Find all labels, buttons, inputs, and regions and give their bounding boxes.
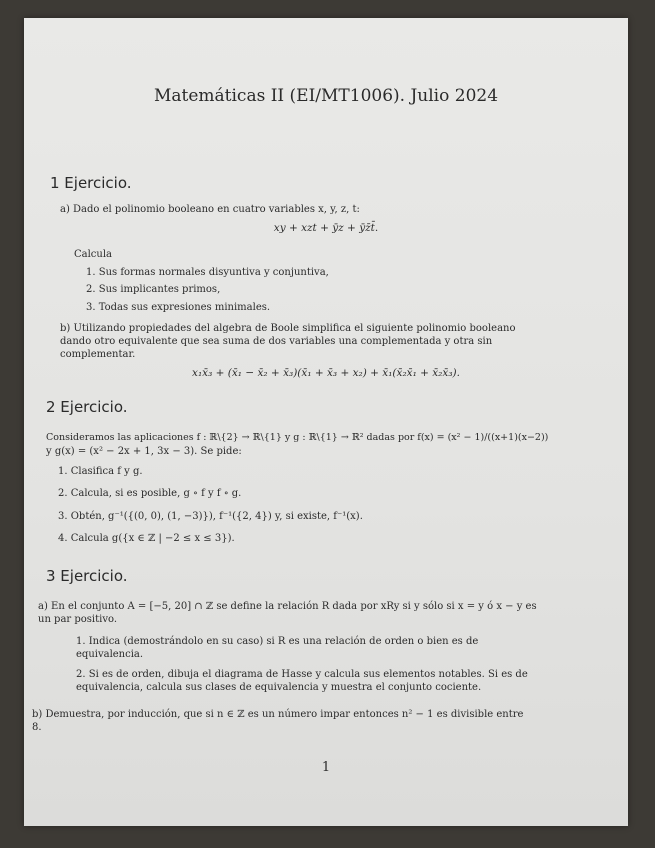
- s2-item-4: 4. Calcula g({x ∈ ℤ | −2 ≤ x ≤ 3}).: [58, 533, 235, 544]
- s1-item-2: 2. Sus implicantes primos,: [86, 284, 221, 295]
- s1-a-intro: a) Dado el polinomio booleano en cuatro variables x, y, z, t:: [60, 204, 360, 215]
- s1-calcula: Calcula: [74, 249, 113, 260]
- section-1-heading: 1 Ejercicio.: [50, 174, 132, 192]
- s3-item-2: 2. Si es de orden, dibuja el diagrama de Hasse y calcula sus elementos notables. Si es de equivalencia, calcula sus clases de equivalencia y muestra el conjunto cociente.: [76, 669, 528, 693]
- s1-item-3: 3. Todas sus expresiones minimales.: [86, 302, 271, 313]
- s1-item-1: 1. Sus formas normales disyuntiva y conjuntiva,: [86, 267, 329, 278]
- section-2-heading: 2 Ejercicio.: [46, 398, 128, 416]
- page-number: 1: [321, 760, 331, 775]
- s1-b-text: b) Utilizando propiedades del algebra de Boole simplifica el siguiente polinomio booleano dando otro equivalente que sea suma de dos variables una complementada y otra sin complementar.: [60, 323, 516, 360]
- s2-item-2: 2. Calcula, si es posible, g ∘ f y f ∘ g.: [58, 488, 242, 499]
- s1-b-formula: x₁x̄₃ + (x̄₁ − x̄₂ + x̄₃)(x̄₁ + x̄₃ + x₂) + x̄₁(x̄₂x̄₁ + x̄₂x̄₃).: [192, 367, 460, 379]
- s2-intro-2: y g(x) = (x² − 2x + 1, 3x − 3). Se pide:: [46, 446, 242, 457]
- s3-item-1: 1. Indica (demostrándolo en su caso) si R es una relación de orden o bien es de equivalencia.: [76, 636, 479, 660]
- s3-b-text: b) Demuestra, por inducción, que si n ∈ ℤ es un número impar entonces n² − 1 es divisible entre 8.: [32, 709, 524, 733]
- s2-item-1: 1. Clasifica f y g.: [58, 466, 143, 477]
- s3-a-text: a) En el conjunto A = [−5, 20] ∩ ℤ se define la relación R dada por xRy si y sólo si x = y ó x − y es un par positivo.: [38, 601, 537, 625]
- s2-item-3: 3. Obtén, g⁻¹({(0, 0), (1, −3)}), f⁻¹({2, 4}) y, si existe, f⁻¹(x).: [58, 511, 363, 522]
- exam-page: [24, 18, 628, 826]
- s1-a-formula: xy + xzt + ȳz + ȳz̄t̄.: [273, 222, 379, 234]
- page-title: Matemáticas II (EI/MT1006). Julio 2024: [153, 86, 499, 106]
- s2-intro-1: Consideramos las aplicaciones f : ℝ\{2} → ℝ\{1} y g : ℝ\{1} → ℝ² dadas por f(x) = (x² − 1)/((x+1)(x−2)): [46, 432, 549, 443]
- section-3-heading: 3 Ejercicio.: [46, 567, 128, 585]
